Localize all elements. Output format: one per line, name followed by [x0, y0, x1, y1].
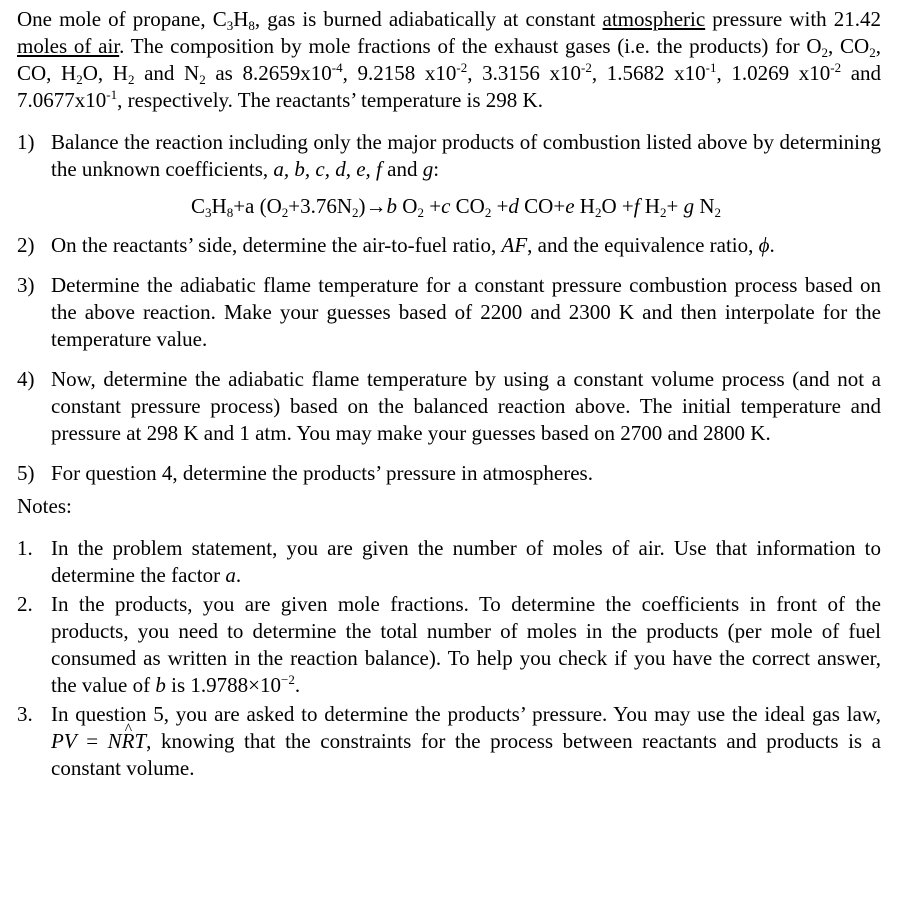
- reaction-equation: $C_3H_8+a$ $(O_2+3.76N_2)\to b$ $O_2 +c$ $CO_2 +d$ CO+e $H_2O +f$ $H_2+ g$ $N_2$: [191, 194, 721, 220]
- question-text: For question 4, determine the products’ pressure in atmospheres.: [51, 461, 593, 485]
- question-4: [17, 366, 881, 447]
- r-hat-symbol: ^ R: [122, 728, 135, 755]
- question-2: [17, 232, 881, 259]
- question-text: On the reactants’ side, determine the air-to-fuel ratio, AF, and the equivalence ratio, ϕ.: [51, 233, 775, 257]
- underlined-moles-of-air: moles of air: [17, 34, 120, 58]
- notes-heading: Notes:: [17, 494, 72, 518]
- note-text: In the problem statement, you are given the number of moles of air. Use that information to determine the factor a.: [51, 536, 881, 587]
- note-2: [17, 591, 881, 699]
- question-number: 3): [17, 273, 35, 297]
- note-text: In question 5, you are asked to determine the products’ pressure. You may use the ideal gas law, PV = N^ RT, knowing that the constraints for the process between reactants and products is a constant volume.: [51, 701, 881, 782]
- question-text: Now, determine the adiabatic flame temperature by using a constant volume process (and not a constant pressure process) based on the balanced reaction above. The initial temperature and pressure at 298 K and 1 atm. You may make your guesses based on 2700 and 2800 K.: [51, 367, 881, 445]
- question-number: 4): [17, 367, 35, 391]
- underlined-atmospheric: atmospheric: [602, 7, 706, 31]
- note-text: In the products, you are given mole fractions. To determine the coefficients in front of the products, you need to determine the total number of moles in the products (per mole of fuel consumed as written in the reaction balance). To help you check if you have the correct answer, the value of b is $1.9788\times 10^{-2}$.: [51, 592, 881, 697]
- note-number: 3.: [17, 702, 33, 726]
- question-5: [17, 460, 881, 487]
- note-1: [17, 535, 881, 589]
- question-3: [17, 272, 881, 353]
- question-number: 1): [17, 130, 35, 154]
- question-text: Balance the reaction including only the major products of combustion listed above by determining the unknown coefficients, a, b, c, d, e, f and g:: [51, 130, 881, 181]
- question-number: 2): [17, 233, 35, 257]
- question-text: Determine the adiabatic flame temperature for a constant pressure combustion process based on the above reaction. Make your guesses based of 2200 and 2300 K and then interpolate for the temperature value.: [51, 273, 881, 351]
- question-number: 5): [17, 461, 35, 485]
- note-number: 1.: [17, 536, 33, 560]
- problem-statement: One mole of propane, $C_3H_8$, gas is burned adiabatically at constant atmospheric pressure with 21.42 moles of air. The composition by mole fractions of the exhaust gases (i.e. the products) for $O_2$, $CO_2$, CO, $H_2O$, $H_2$ and $N_2$ as $8.2659x10^{-4}$, 9.2158 $x10^{-2}$, 3.3156 $x10^{-2}$, 1.5682 $x10^{-1}$, 1.0269 $x10^{-2}$ and $7.0677x10^{-1}$, respectively. The reactants’ temperature is 298 K.: [17, 7, 882, 112]
- note-number: 2.: [17, 592, 33, 616]
- note-3: [17, 701, 881, 782]
- arrow-icon: →: [365, 194, 387, 218]
- question-1: [17, 129, 881, 183]
